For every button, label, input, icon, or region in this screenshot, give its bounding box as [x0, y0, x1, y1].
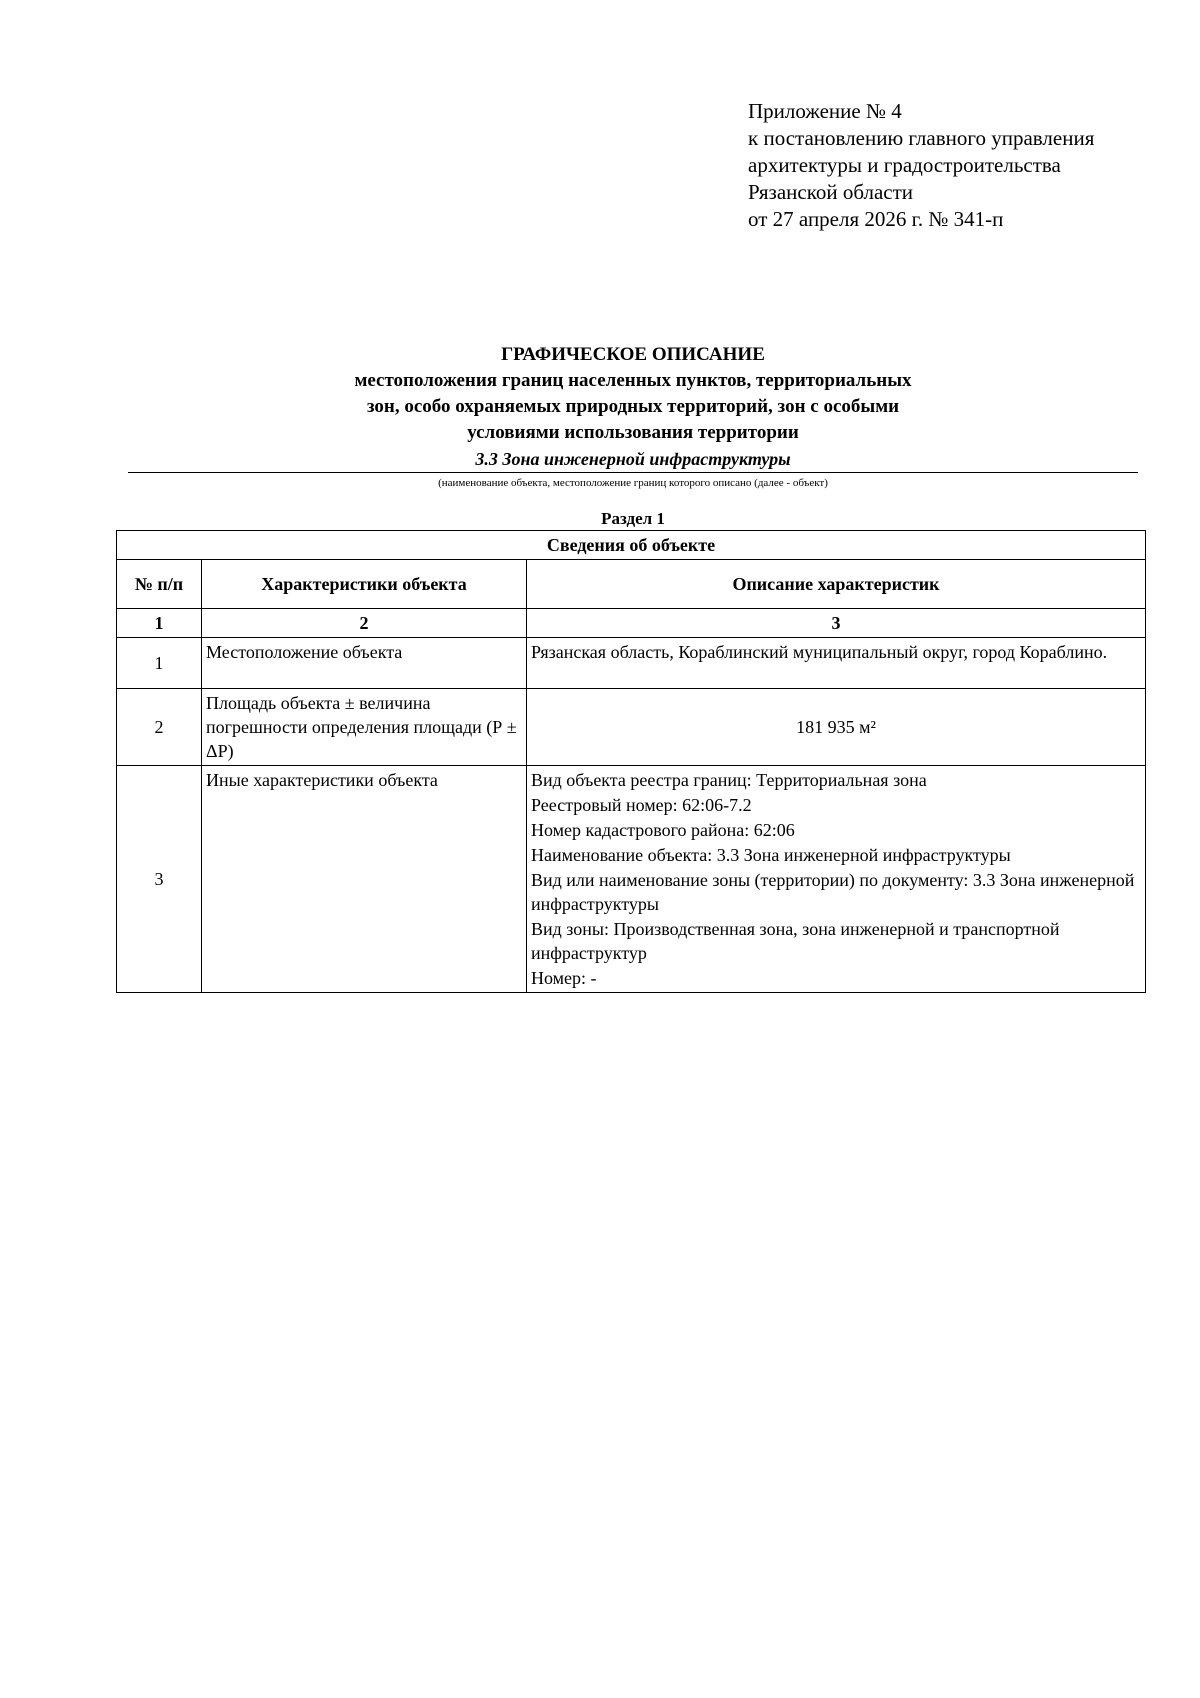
row-num: 3	[117, 766, 202, 993]
appendix-line: архитектуры и градостроительства	[748, 153, 1061, 177]
table-row	[117, 766, 1146, 993]
document-title: ГРАФИЧЕСКОЕ ОПИСАНИЕ	[501, 344, 765, 365]
column-number: 3	[527, 609, 1146, 638]
table-caption: Сведения об объекте	[117, 531, 1146, 560]
row-description	[527, 766, 1146, 993]
header-description: Описание характеристик	[527, 560, 1146, 609]
appendix-line: Рязанской области	[748, 180, 914, 204]
document-subtitle-line: местоположения границ населенных пунктов, территориальных	[354, 370, 912, 391]
row-characteristic: Местоположение объекта	[202, 638, 527, 689]
appendix-line: к постановлению главного управления	[748, 126, 1095, 150]
column-number: 1	[117, 609, 202, 638]
description-line: Вид объекта реестра границ: Территориальная зона	[531, 770, 927, 790]
document-heading	[128, 342, 1138, 446]
object-info-table	[116, 530, 1146, 993]
object-name: 3.3 Зона инженерной инфраструктуры	[475, 449, 791, 469]
appendix-line: Приложение № 4	[748, 99, 902, 123]
description-line: Рязанская область, Кораблинский муниципальный округ, город Кораблино.	[531, 642, 1108, 662]
object-name-underline	[128, 472, 1138, 473]
description-line: Вид или наименование зоны (территории) по документу: 3.3 Зона инженерной инфраструктуры	[531, 870, 1135, 914]
row-description	[527, 689, 1146, 766]
section-title: Раздел 1	[601, 509, 665, 528]
object-name-caption: (наименование объекта, местоположение границ которого описано (далее - объект)	[438, 477, 828, 489]
row-description	[527, 638, 1146, 689]
row-num: 1	[117, 638, 202, 689]
document-subtitle-line: зон, особо охраняемых природных территорий, зон с особыми	[366, 396, 900, 417]
document-subtitle-line: условиями использования территории	[467, 422, 799, 443]
appendix-note	[748, 98, 1094, 233]
description-line: Вид зоны: Производственная зона, зона инженерной и транспортной инфраструктур	[531, 919, 1060, 963]
description-line: 181 935 м²	[796, 717, 876, 737]
row-characteristic: Площадь объекта ± величина погрешности определения площади (Р ± ΔР)	[202, 689, 527, 766]
description-line: Номер кадастрового района: 62:06	[531, 820, 795, 840]
table-row	[117, 689, 1146, 766]
table-row	[117, 638, 1146, 689]
header-num: № п/п	[117, 560, 202, 609]
description-line: Номер: -	[531, 968, 597, 988]
description-line: Наименование объекта: 3.3 Зона инженерной инфраструктуры	[531, 845, 1011, 865]
appendix-line: от 27 апреля 2026 г. № 341-п	[748, 207, 1004, 231]
header-characteristic: Характеристики объекта	[202, 560, 527, 609]
row-num: 2	[117, 689, 202, 766]
row-characteristic: Иные характеристики объекта	[202, 766, 527, 993]
column-number: 2	[202, 609, 527, 638]
description-line: Реестровый номер: 62:06-7.2	[531, 795, 752, 815]
